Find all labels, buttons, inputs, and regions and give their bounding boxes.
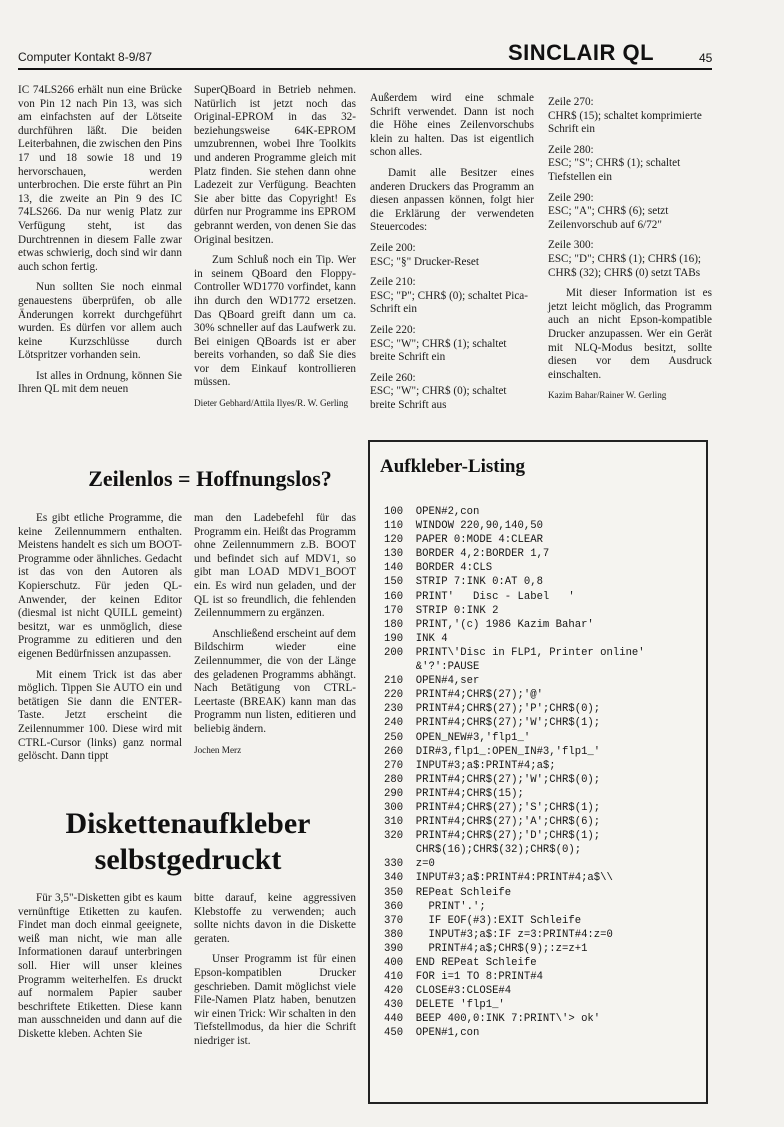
paragraph: Mit einem Trick ist das aber möglich. Tippen Sie AUTO ein und betätigen Sie dann die ENTER-Taste. Jetzt erscheint die Zeilennummer 100. Diese wird mit CTRL-Cursor (links) ganz normal gelöscht. Dann tippt — [18, 668, 182, 763]
listing-line: CHR$(16);CHR$(32);CHR$(0); — [384, 844, 582, 857]
listing-line: 260 DIR#3,flp1_:OPEN_IN#3,'flp1_' — [384, 745, 601, 758]
listing-line: 110 WINDOW 220,90,140,50 — [384, 520, 543, 533]
listing-line: 450 OPEN#1,con — [384, 1027, 480, 1040]
listing-line: 270 INPUT#3;a$:PRINT#4;a$; — [384, 759, 556, 772]
listing-line: 300 PRINT#4;CHR$(27);'S';CHR$(1); — [384, 801, 601, 814]
listing-line: 210 OPEN#4,ser — [384, 675, 480, 688]
listing-line: 150 STRIP 7:INK 0:AT 0,8 — [384, 576, 543, 589]
headline-line-2: selbstgedruckt — [94, 843, 282, 876]
listing-line: 180 PRINT,'(c) 1986 Kazim Bahar' — [384, 618, 594, 631]
code-description: ESC; "§" Drucker-Reset — [370, 255, 479, 268]
listing-line: 360 PRINT'.'; — [384, 900, 486, 913]
paragraph: Außerdem wird eine schmale Schrift verwendet. Dann ist noch die Höhe eines Zeilenvorschubs klein zu halten. Das ist eigentlich schon alles. — [370, 92, 534, 159]
zeilenlos-column-2 — [194, 512, 356, 764]
listing-line: &'?':PAUSE — [384, 661, 480, 674]
article1-column-2 — [194, 84, 356, 418]
control-codes-list — [370, 242, 534, 413]
paragraph: IC 74LS266 erhält nun eine Brücke von Pin 12 nach Pin 13, was sich am einfachsten auf der Lötseite durchführen läßt. Die beiden Leiterbahnen, die zwischen den Pins 17 und 18 sowie 18 und 19 hervorschauen, werden unterbrochen. Die erste führt an Pin 13, die zweite an Pin 9 des IC 74LS266. Da nur wenig Platz zur Verfügung steht, ist das Durchtrennen in diesem Falle zwar etwas schwierig, doch sind wir dann auch schon fertig. — [18, 84, 182, 273]
zeilenlos-headline: Zeilenlos = Hoffnungslos? — [88, 466, 332, 491]
code-label: Zeile 300: — [548, 239, 594, 252]
diskette-headline — [18, 806, 358, 878]
listing-line: 100 OPEN#2,con — [384, 506, 480, 518]
listing-line: 380 INPUT#3;a$:IF z=3:PRINT#4:z=0 — [384, 928, 613, 941]
listing-line: 230 PRINT#4;CHR$(27);'P';CHR$(0); — [384, 703, 601, 716]
paragraph: Anschließend erscheint auf dem Bildschirm wieder eine Zeilennummer, die von der Länge des geladenen Programms abhängt. Nach Betätigung von CTRL-Leertaste (BREAK) kann man das Programm nun listen, editieren und beliebig ändern. — [194, 627, 356, 735]
listing-line: 390 PRINT#4;a$;CHR$(9);:z=z+1 — [384, 942, 588, 955]
listing-line: 320 PRINT#4;CHR$(27);'D';CHR$(1); — [384, 830, 601, 843]
paragraph: Zum Schluß noch ein Tip. Wer in seinem QBoard den Floppy-Controller WD1770 vorfindet, kann ihn durch den WD1772 ersetzen. Das QBoard greift dann um ca. 30% schneller auf das Laufwerk zu. Bei einigen QBoards ist er aber bereits vorhanden, so daß Sie dies vor dem Einkauf kontrollieren müssen. — [194, 254, 356, 389]
diskette-column-1 — [18, 892, 182, 1049]
listing-line: 290 PRINT#4;CHR$(15); — [384, 787, 524, 800]
paragraph: Für 3,5"-Disketten gibt es kaum vernünftige Etiketten zu kaufen. Findet man doch einmal geeignete, weiß man nicht, wie man alle Informationen darauf unterbringen soll. Hier will unser kleines Programm weiterhelfen. Es druckt auf normalem Papier sauber beschriftete Etiketten. Diese kann man ausschneiden und dann auf die Diskette kleben. Achten Sie — [18, 892, 182, 1040]
listing-line: 440 BEEP 400,0:INK 7:PRINT\'> ok' — [384, 1013, 601, 1026]
paragraph: bitte darauf, keine aggressiven Klebstoffe zu verwenden; auch sollte nichts davon in die Diskette geraten. — [194, 892, 356, 945]
listing-line: 410 FOR i=1 TO 8:PRINT#4 — [384, 971, 543, 984]
listing-line: 120 PAPER 0:MODE 4:CLEAR — [384, 534, 543, 547]
listing-line: 240 PRINT#4;CHR$(27);'W';CHR$(1); — [384, 717, 601, 730]
code-label: Zeile 270: — [548, 96, 594, 108]
code-label: Zeile 200: — [370, 241, 416, 254]
listing-line: 340 INPUT#3;a$:PRINT#4:PRINT#4;a$\\ — [384, 872, 613, 885]
listing-line: 430 DELETE 'flp1_' — [384, 999, 505, 1012]
paragraph: man den Ladebefehl für das Programm ein. Heißt das Programm ohne Zeilennummern z.B. BOOT und befindet sich auf MDV1, so gibt man LOAD MDV1_BOOT ein. Es wird nun geladen, und der QL ist so freundlich, die fehlenden Zeilennummern zu ergänzen. — [194, 512, 356, 620]
listing-line: 310 PRINT#4;CHR$(27);'A';CHR$(6); — [384, 816, 601, 829]
article2-column-4 — [548, 96, 712, 410]
paragraph: Damit alle Besitzer eines anderen Druckers das Programm an diesen anpassen können, folgt hier die Erklärung der verwendeten Steuercodes: — [370, 166, 534, 234]
header-rule — [18, 68, 712, 70]
diskette-column-2 — [194, 892, 356, 1056]
code-description: ESC; "W"; CHR$ (1); schaltet breite Schrift ein — [370, 337, 507, 364]
magazine-issue: Computer Kontakt 8-9/87 — [18, 50, 153, 64]
listing-line: 220 PRINT#4;CHR$(27);'@' — [384, 689, 543, 702]
control-codes-list — [548, 96, 712, 280]
listing-line: 200 PRINT\'Disc in FLP1, Printer online' — [384, 646, 645, 659]
paragraph: Es gibt etliche Programme, die keine Zeilennummern enthalten. Meistens handelt es sich um BOOT-Programme oder ähnliches. Gedacht ist das von den Autoren als Kopierschutz. Für jeden QL-Anwender, der keinen Editor (diesmal ist nicht QUILL gemeint) besitzt, war es unmöglich, diese Programme zu editieren und den eigenen Bedürfnissen anzupassen. — [18, 512, 182, 660]
paragraph: Nun sollten Sie noch einmal genauestens überprüfen, ob alle Änderungen korrekt durchgeführt wurden. Es dürfen vor allem auch keine Kurzschlüsse durch Lötspritzer vorhanden sein. — [18, 281, 182, 362]
listing-line: 190 INK 4 — [384, 632, 448, 645]
listing-line: 250 OPEN_NEW#3,'flp1_' — [384, 731, 531, 744]
code-description: ESC; "P"; CHR$ (0); schaltet Pica-Schrift ein — [370, 289, 528, 316]
code-label: Zeile 210: — [370, 276, 416, 289]
article2-column-3 — [370, 92, 534, 419]
paragraph: Ist alles in Ordnung, können Sie Ihren QL mit dem neuen — [18, 369, 182, 396]
listing-line: 160 PRINT' Disc - Label ' — [384, 590, 575, 603]
author-signature: Jochen Merz — [194, 744, 242, 755]
paragraph: Unser Programm ist für einen Epson-kompatiblen Drucker geschrieben. Damit möglichst viele File-Namen Platz haben, benutzen wir einen Trick: Wir schalten in den Tiefstellmodus, da hier die Schrift niedriger ist. — [194, 953, 356, 1047]
code-description: ESC; "D"; CHR$ (1); CHR$ (16); CHR$ (32); CHR$ (0) setzt TABs — [548, 252, 702, 279]
code-label: Zeile 220: — [370, 323, 416, 336]
page-number: 45 — [699, 51, 713, 65]
code-label: Zeile 290: — [548, 191, 594, 204]
listing-line: 400 END REPeat Schleife — [384, 957, 537, 969]
code-label: Zeile 260: — [370, 371, 416, 384]
section-title: SINCLAIR QL — [508, 40, 655, 65]
listing-line: 370 IF EOF(#3):EXIT Schleife — [384, 914, 582, 927]
paragraph: Mit dieser Information ist es jetzt leicht möglich, das Programm auch an nicht Epson-kompatible Drucker anzupassen. Wer ein Gerät mit NLQ-Modus besitzt, sollte diesen vor dem Ausdruck einschalten. — [548, 287, 712, 381]
listing-line: 350 REPeat Schleife — [384, 886, 512, 899]
listing-title: Aufkleber-Listing — [380, 456, 525, 477]
listing-line: 420 CLOSE#3:CLOSE#4 — [384, 985, 512, 998]
paragraph: SuperQBoard in Betrieb nehmen. Natürlich ist jetzt noch das Original-EPROM in das 32-beziehungsweise 64K-EPROM umzubrennen, wobei Ihre Toolkits und anderen Programme gleich mit Platz finden. Sie stehen dann ohne Ladezeit zur Verfügung. Beachten Sie aber bitte das Copyright! Es dürfen nur Programme ins EPROM gebrannt werden, von denen Sie das Original besitzen. — [194, 84, 356, 246]
zeilenlos-column-1 — [18, 512, 182, 771]
program-listing — [384, 505, 645, 1041]
headline-line-1: Diskettenaufkleber — [65, 807, 311, 840]
code-description: ESC; "S"; CHR$ (1); schaltet Tiefstellen ein — [548, 157, 681, 183]
author-signature: Kazim Bahar/Rainer W. Gerling — [548, 390, 667, 401]
author-signature: Dieter Gebhard/Attila Ilyes/R. W. Gerling — [194, 398, 349, 409]
code-description: ESC; "W"; CHR$ (0); schaltet breite Schrift aus — [370, 385, 507, 411]
article1-column-1 — [18, 84, 182, 404]
code-description: ESC; "A"; CHR$ (6); setzt Zeilenvorschub auf 6/72" — [548, 205, 669, 231]
code-description: CHR$ (15); schaltet komprimierte Schrift ein — [548, 109, 702, 136]
listing-line: 140 BORDER 4:CLS — [384, 562, 493, 575]
listing-line: 130 BORDER 4,2:BORDER 1,7 — [384, 548, 550, 561]
listing-line: 330 z=0 — [384, 858, 435, 871]
listing-line: 170 STRIP 0:INK 2 — [384, 604, 499, 617]
code-label: Zeile 280: — [548, 143, 594, 156]
listing-line: 280 PRINT#4;CHR$(27);'W';CHR$(0); — [384, 773, 601, 786]
